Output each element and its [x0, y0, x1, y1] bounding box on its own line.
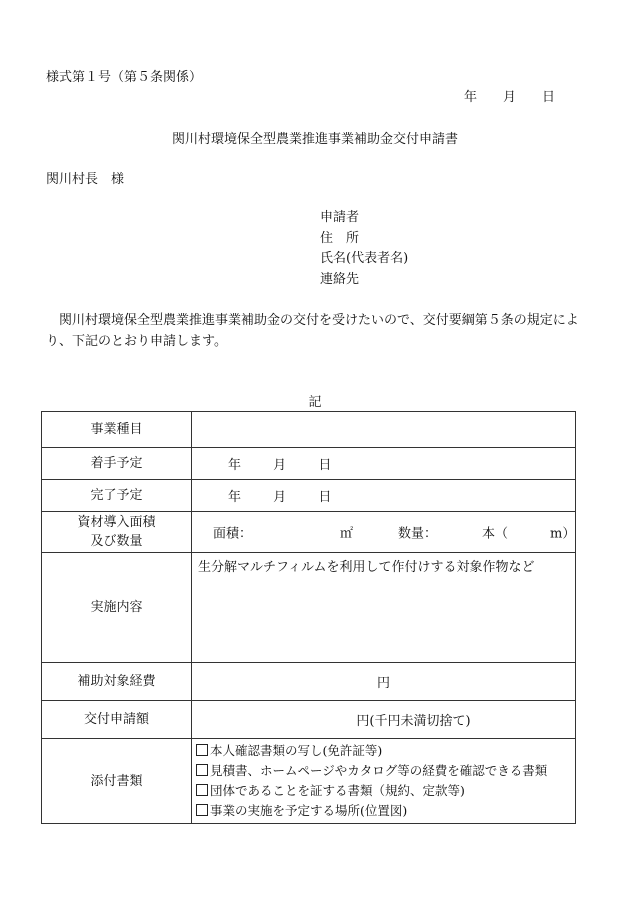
checkbox-icon[interactable] [196, 744, 208, 756]
start-year-unit: 年 [228, 458, 242, 473]
date-line: 年 月 日 [464, 90, 556, 105]
request-unit: 円(千円未満切捨て) [356, 714, 471, 729]
applicant-heading: 申請者 [320, 210, 360, 225]
body-text: 関川村環境保全型農業推進事業補助金の交付を受けたいので、交付要綱第５条の規定により、下記のとおり申請します。 [46, 313, 579, 349]
attachment-item[interactable] [196, 741, 571, 761]
area-prefix: 面積： [213, 526, 253, 542]
cost-unit: 円 [376, 676, 390, 691]
start-day-unit: 日 [318, 458, 332, 473]
applicant-block [320, 208, 408, 290]
attachment-item[interactable] [196, 801, 571, 821]
checkbox-icon[interactable] [196, 784, 208, 796]
area-quantity-label [42, 512, 192, 553]
attachment-text: 団体であることを証する書類（規約、定款等) [210, 783, 465, 798]
content-hint: 生分解マルチフィルムを利用して作付けする対象作物など [198, 560, 535, 575]
quantity-prefix: 数量： [398, 526, 438, 542]
applicant-contact-label: 連絡先 [320, 271, 360, 287]
attachment-text: 見積書、ホームページやカタログ等の経費を確認できる書類 [210, 763, 548, 778]
area-unit: ㎡ [340, 526, 354, 542]
content-field[interactable] [192, 553, 576, 663]
project-type-field[interactable] [192, 412, 576, 448]
row-attachments [42, 739, 576, 824]
attachments-label: 添付書類 [42, 739, 192, 824]
row-area-quantity [42, 512, 576, 553]
start-date-label: 着手予定 [42, 448, 192, 480]
checkbox-icon[interactable] [196, 804, 208, 816]
application-table [41, 411, 576, 824]
attachments-list [192, 739, 576, 824]
content-label: 実施内容 [42, 553, 192, 663]
row-end-date [42, 480, 576, 512]
row-request [42, 701, 576, 739]
cost-field[interactable] [192, 663, 576, 701]
attachment-item[interactable] [196, 781, 571, 801]
quantity-unit: 本（ [482, 526, 509, 542]
project-type-label: 事業種目 [42, 412, 192, 448]
row-content [42, 553, 576, 663]
document-title: 関川村環境保全型農業推進事業補助金交付申請書 [171, 132, 458, 147]
area-label-line1: 資材導入面積 [77, 515, 156, 530]
attachment-text: 事業の実施を予定する場所(位置図) [210, 803, 408, 818]
area-label-line2: 及び数量 [90, 534, 143, 549]
row-project-type [42, 412, 576, 448]
applicant-address-label: 住 所 [320, 230, 360, 246]
area-quantity-field[interactable] [192, 512, 576, 553]
quantity-length-unit: m） [550, 526, 576, 542]
ki-mark: 記 [308, 395, 322, 410]
request-field[interactable] [192, 701, 576, 739]
row-start-date [42, 448, 576, 480]
request-label: 交付申請額 [42, 701, 192, 739]
end-year-unit: 年 [228, 490, 242, 505]
start-month-unit: 月 [273, 458, 287, 473]
form-number: 様式第１号（第５条関係） [46, 70, 203, 85]
addressee: 関川村長 様 [46, 172, 125, 187]
checkbox-icon[interactable] [196, 764, 208, 776]
end-date-label: 完了予定 [42, 480, 192, 512]
end-day-unit: 日 [318, 490, 332, 505]
end-month-unit: 月 [273, 490, 287, 505]
row-cost [42, 663, 576, 701]
start-date-field[interactable] [192, 448, 576, 480]
cost-label: 補助対象経費 [42, 663, 192, 701]
applicant-name-label: 氏名(代表者名) [320, 251, 409, 266]
attachment-text: 本人確認書類の写し(免許証等) [210, 743, 383, 758]
attachment-item[interactable] [196, 761, 571, 781]
end-date-field[interactable] [192, 480, 576, 512]
